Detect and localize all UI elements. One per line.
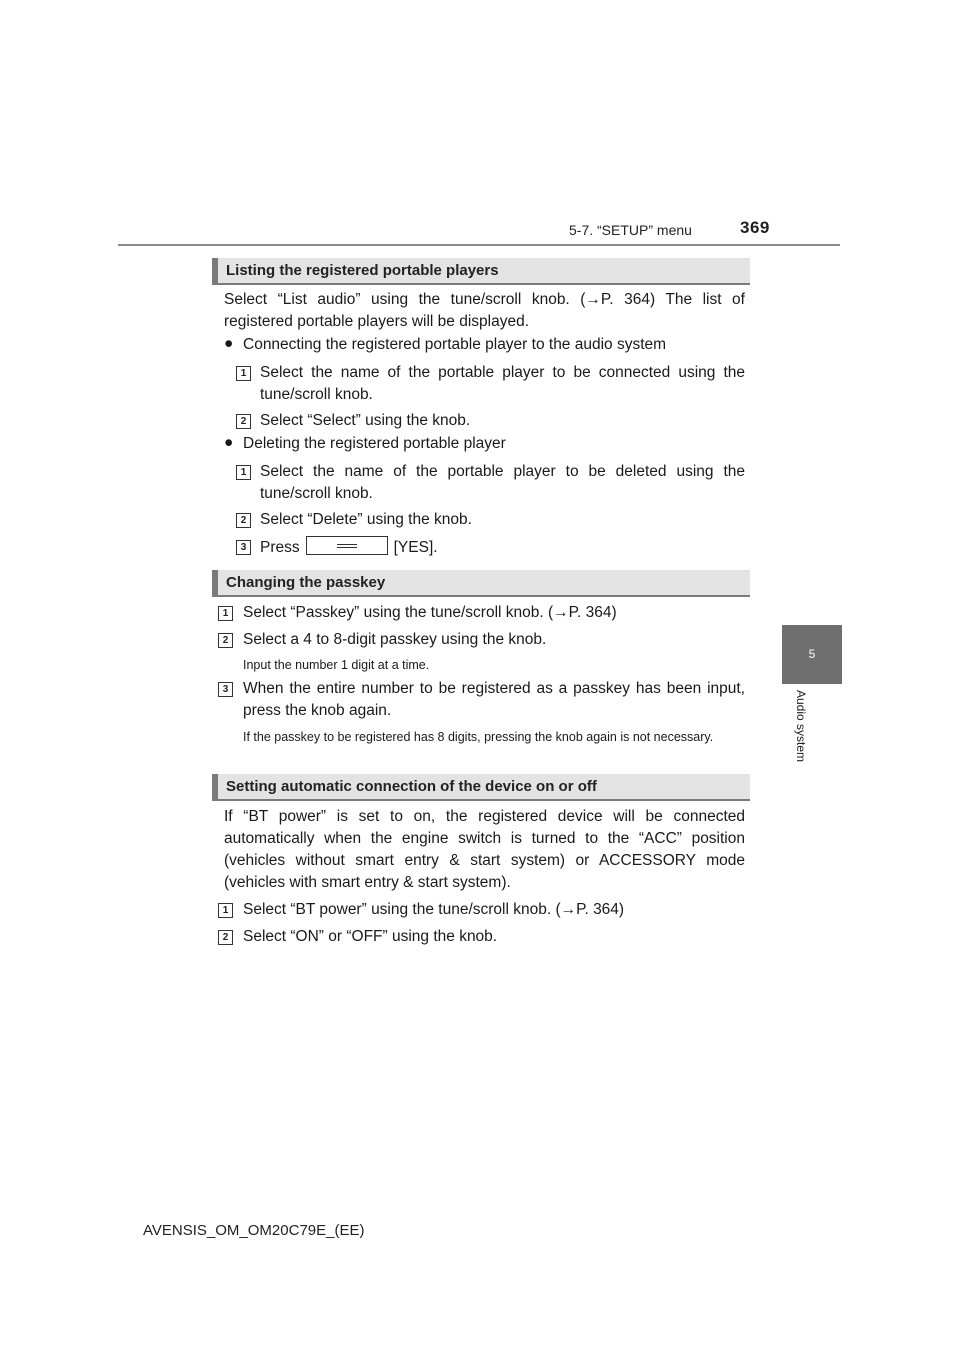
page-number: 369 bbox=[740, 218, 770, 237]
step-text: Select “Select” using the knob. bbox=[260, 412, 471, 429]
button-icon bbox=[306, 536, 388, 555]
step-number-icon: 1 bbox=[218, 606, 233, 621]
step-text: [YES]. bbox=[393, 539, 438, 556]
step-text: Select “ON” or “OFF” using the knob. bbox=[243, 928, 498, 945]
step-number-icon: 2 bbox=[218, 633, 233, 648]
step-number-icon: 3 bbox=[218, 682, 233, 697]
step-text: Select the name of the portable player to be deleted using the tune/scroll knob. bbox=[260, 463, 745, 502]
bullet-connecting: Connecting the registered portable player to the audio system bbox=[243, 336, 667, 353]
section-title: Listing the registered portable players bbox=[226, 262, 499, 279]
chapter-title: Audio system bbox=[794, 690, 808, 763]
step-text: When the entire number to be registered as a passkey has been input, press the knob again. bbox=[243, 680, 745, 719]
note-text: If the passkey to be registered has 8 digits, pressing the knob again is not necessary. bbox=[243, 730, 714, 744]
step-number-icon: 1 bbox=[236, 366, 251, 381]
section-title: Changing the passkey bbox=[226, 574, 386, 591]
step-number-icon: 3 bbox=[236, 540, 251, 555]
step-number-icon: 1 bbox=[236, 465, 251, 480]
section3-intro: If “BT power” is set to on, the registered device will be connected automatically when the engine switch is turned to the “ACC” position (vehicles without smart entry & start system) or ACCESSORY mode (vehicles with smart entry & start system). bbox=[224, 808, 745, 891]
section-heading-automatic-connection bbox=[212, 774, 750, 801]
note-text: Input the number 1 digit at a time. bbox=[243, 658, 430, 672]
section1-intro: Select “List audio” using the tune/scroll knob. (→P. 364) The list of registered portable players will be displayed. bbox=[224, 291, 745, 330]
header-rule bbox=[118, 244, 840, 246]
bullet-icon: ● bbox=[224, 434, 234, 451]
bullet-icon: ● bbox=[224, 335, 234, 352]
step-press-yes bbox=[260, 536, 745, 559]
step-text: Select “BT power” using the tune/scroll knob. (→P. 364) bbox=[243, 901, 625, 918]
document-footer-code: AVENSIS_OM_OM20C79E_(EE) bbox=[143, 1222, 365, 1239]
step-text: Select a 4 to 8-digit passkey using the knob. bbox=[243, 631, 547, 648]
section-heading-listing bbox=[212, 258, 750, 285]
bullet-deleting: Deleting the registered portable player bbox=[243, 435, 506, 452]
chapter-side-label bbox=[770, 690, 830, 810]
section-title: Setting automatic connection of the device on or off bbox=[226, 778, 597, 795]
chapter-tab: 5 bbox=[782, 625, 842, 684]
running-header-section: 5-7. “SETUP” menu bbox=[569, 222, 692, 238]
step-number-icon: 2 bbox=[236, 513, 251, 528]
step-number-icon: 2 bbox=[218, 930, 233, 945]
step-number-icon: 2 bbox=[236, 414, 251, 429]
step-text: Select the name of the portable player to be connected using the tune/scroll knob. bbox=[260, 364, 745, 403]
section-heading-passkey bbox=[212, 570, 750, 597]
step-text: Select “Passkey” using the tune/scroll knob. (→P. 364) bbox=[243, 604, 617, 621]
step-number-icon: 1 bbox=[218, 903, 233, 918]
step-text: Press bbox=[260, 539, 300, 556]
step-text: Select “Delete” using the knob. bbox=[260, 511, 472, 528]
